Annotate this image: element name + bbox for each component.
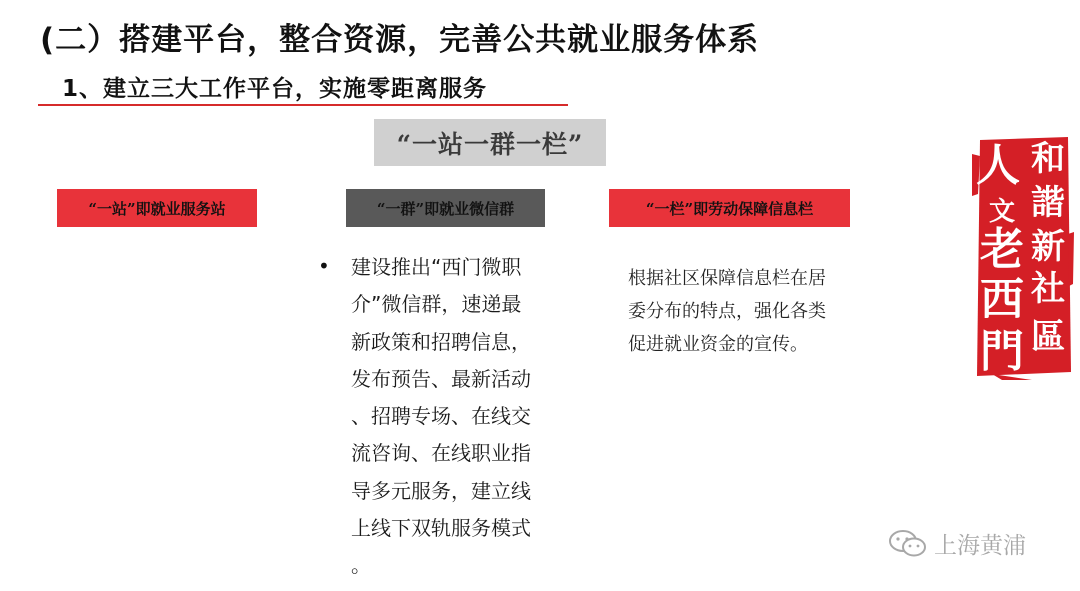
seal-glyph: 和 bbox=[1031, 139, 1065, 179]
tag-station: “一站”即就业服务站 bbox=[57, 189, 257, 227]
text-line: 建设推出“西门微职 bbox=[351, 255, 522, 279]
seal-glyph: 老 bbox=[980, 224, 1024, 275]
watermark-text: 上海黄浦 bbox=[934, 533, 1026, 559]
wechat-icon bbox=[888, 529, 928, 559]
seal-glyph: 門 bbox=[980, 326, 1024, 377]
section-subtitle: 1、建立三大工作平台，实施零距离服务 bbox=[62, 76, 488, 102]
text-line: 发布预告、最新活动 bbox=[351, 366, 531, 391]
seal-glyph: 社 bbox=[1031, 269, 1065, 309]
seal-stamp-icon bbox=[972, 134, 1074, 380]
center-heading: “一站一群一栏” bbox=[374, 119, 606, 166]
seal-glyph: 新 bbox=[1031, 227, 1065, 267]
text-line: 新政策和招聘信息， bbox=[351, 329, 531, 354]
bullet-dot: • bbox=[318, 254, 330, 278]
seal-glyph: 文 bbox=[988, 197, 1016, 227]
page-title: (二）搭建平台，整合资源，完善公共就业服务体系 bbox=[40, 22, 760, 58]
text-line: 促进就业资金的宣传。 bbox=[628, 334, 808, 355]
column-description bbox=[628, 262, 878, 361]
watermark bbox=[888, 527, 1026, 560]
text-line: 流咨询、在线职业指 bbox=[351, 441, 531, 466]
tag-group: “一群”即就业微信群 bbox=[346, 189, 545, 227]
text-line: 、招聘专场、在线交 bbox=[351, 404, 531, 429]
seal-glyph: 人 bbox=[976, 140, 1020, 191]
group-description bbox=[351, 249, 561, 585]
text-line: 委分布的特点，强化各类 bbox=[628, 301, 826, 322]
subtitle-underline bbox=[38, 104, 568, 106]
seal-glyph: 西 bbox=[980, 274, 1024, 325]
seal-glyph: 諧 bbox=[1031, 183, 1065, 223]
text-line: 介”微信群，速递最 bbox=[351, 292, 522, 317]
seal-glyph: 區 bbox=[1031, 317, 1065, 357]
text-line: 导多元服务，建立线 bbox=[351, 478, 531, 503]
text-line: 上线下双轨服务模式 bbox=[351, 516, 531, 541]
text-line: 。 bbox=[351, 553, 371, 578]
tag-column: “一栏”即劳动保障信息栏 bbox=[609, 189, 850, 227]
text-line: 根据社区保障信息栏在居 bbox=[628, 268, 826, 289]
